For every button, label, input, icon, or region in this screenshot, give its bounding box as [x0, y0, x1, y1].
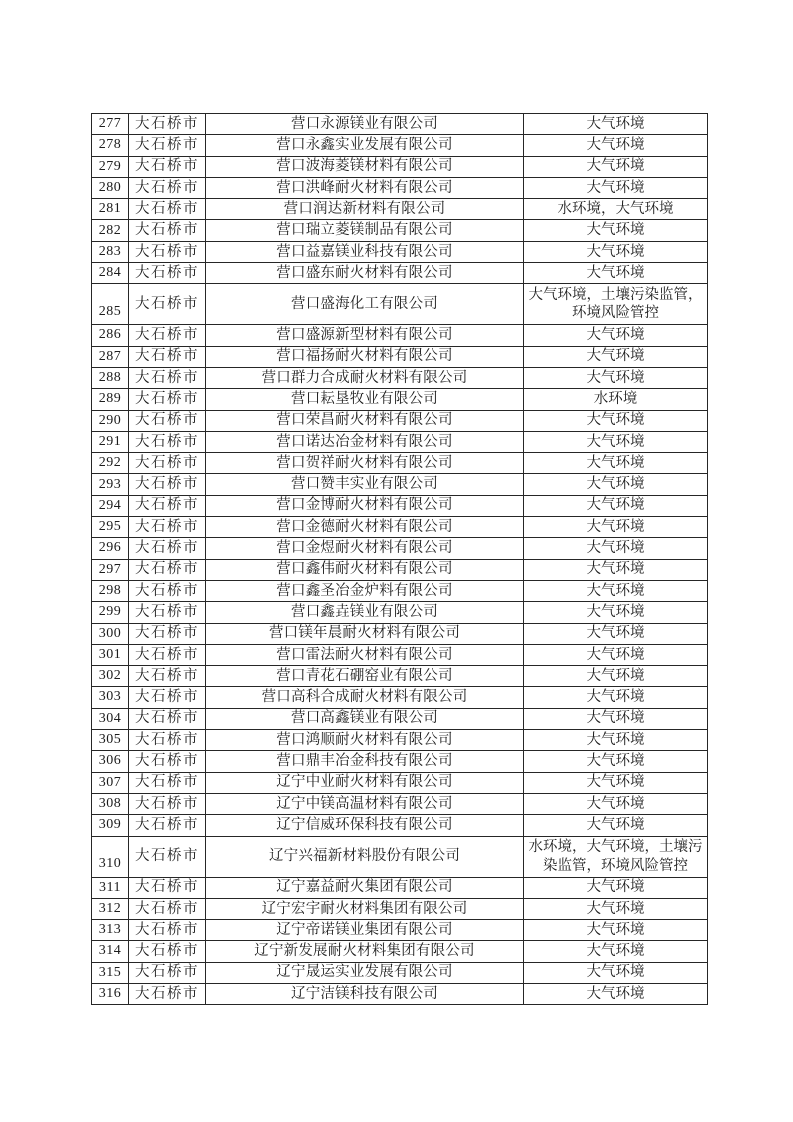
- row-number-cell: 280: [92, 177, 129, 198]
- table-row: [92, 156, 708, 177]
- row-number-cell: 306: [92, 751, 129, 772]
- city-cell: 大石桥市: [129, 772, 206, 793]
- env-categories-cell: 大气环境: [524, 983, 708, 1004]
- env-categories-cell: 大气环境: [524, 346, 708, 367]
- table-row: [92, 920, 708, 941]
- table-row: [92, 367, 708, 388]
- env-categories-cell: 水环境: [524, 389, 708, 410]
- city-cell: 大石桥市: [129, 517, 206, 538]
- city-cell: 大石桥市: [129, 666, 206, 687]
- company-name-cell: 营口鼎丰冶金科技有限公司: [206, 751, 524, 772]
- company-name-cell: 辽宁中镁高温材料有限公司: [206, 793, 524, 814]
- env-categories-cell: 大气环境: [524, 241, 708, 262]
- city-cell: 大石桥市: [129, 708, 206, 729]
- city-cell: 大石桥市: [129, 920, 206, 941]
- company-name-cell: 营口永源镁业有限公司: [206, 114, 524, 135]
- table-row: [92, 623, 708, 644]
- city-cell: 大石桥市: [129, 495, 206, 516]
- env-categories-cell: 大气环境: [524, 156, 708, 177]
- city-cell: 大石桥市: [129, 177, 206, 198]
- row-number-cell: 305: [92, 730, 129, 751]
- company-name-cell: 营口雷法耐火材料有限公司: [206, 644, 524, 665]
- company-name-cell: 辽宁信威环保科技有限公司: [206, 815, 524, 836]
- city-cell: 大石桥市: [129, 474, 206, 495]
- company-name-cell: 营口金博耐火材料有限公司: [206, 495, 524, 516]
- row-number-cell: 312: [92, 898, 129, 919]
- company-name-cell: 营口赞丰实业有限公司: [206, 474, 524, 495]
- company-name-cell: 营口贺祥耐火材料有限公司: [206, 453, 524, 474]
- env-categories-cell: 水环境，大气环境，土壤污染监管，环境风险管控: [524, 836, 708, 877]
- city-cell: 大石桥市: [129, 199, 206, 220]
- company-name-cell: 营口金煜耐火材料有限公司: [206, 538, 524, 559]
- table-row: [92, 177, 708, 198]
- city-cell: 大石桥市: [129, 580, 206, 601]
- company-name-cell: 营口波海菱镁材料有限公司: [206, 156, 524, 177]
- table-row: [92, 114, 708, 135]
- city-cell: 大石桥市: [129, 389, 206, 410]
- env-categories-cell: 大气环境: [524, 220, 708, 241]
- row-number-cell: 293: [92, 474, 129, 495]
- city-cell: 大石桥市: [129, 325, 206, 346]
- row-number-cell: 308: [92, 793, 129, 814]
- company-name-cell: 辽宁中业耐火材料有限公司: [206, 772, 524, 793]
- city-cell: 大石桥市: [129, 114, 206, 135]
- table-row: [92, 517, 708, 538]
- city-cell: 大石桥市: [129, 983, 206, 1004]
- env-categories-cell: 大气环境: [524, 666, 708, 687]
- env-categories-cell: 大气环境: [524, 941, 708, 962]
- city-cell: 大石桥市: [129, 367, 206, 388]
- company-name-cell: 营口益嘉镁业科技有限公司: [206, 241, 524, 262]
- row-number-cell: 289: [92, 389, 129, 410]
- row-number-cell: 281: [92, 199, 129, 220]
- env-categories-cell: 大气环境: [524, 559, 708, 580]
- company-name-cell: 营口润达新材料有限公司: [206, 199, 524, 220]
- row-number-cell: 297: [92, 559, 129, 580]
- table-row: [92, 687, 708, 708]
- table-row: [92, 346, 708, 367]
- table-row: [92, 220, 708, 241]
- env-categories-cell: 大气环境: [524, 962, 708, 983]
- company-name-cell: 营口鑫圣冶金炉料有限公司: [206, 580, 524, 601]
- company-name-cell: 辽宁晟运实业发展有限公司: [206, 962, 524, 983]
- row-number-cell: 298: [92, 580, 129, 601]
- company-name-cell: 营口高科合成耐火材料有限公司: [206, 687, 524, 708]
- env-categories-cell: 大气环境: [524, 453, 708, 474]
- city-cell: 大石桥市: [129, 431, 206, 452]
- row-number-cell: 287: [92, 346, 129, 367]
- table-row: [92, 495, 708, 516]
- row-number-cell: 279: [92, 156, 129, 177]
- table-row: [92, 666, 708, 687]
- row-number-cell: 299: [92, 602, 129, 623]
- row-number-cell: 316: [92, 983, 129, 1004]
- env-categories-cell: 大气环境: [524, 602, 708, 623]
- table-row: [92, 983, 708, 1004]
- table-row: [92, 772, 708, 793]
- row-number-cell: 300: [92, 623, 129, 644]
- city-cell: 大石桥市: [129, 687, 206, 708]
- env-categories-cell: 大气环境: [524, 495, 708, 516]
- city-cell: 大石桥市: [129, 284, 206, 325]
- env-categories-cell: 大气环境: [524, 177, 708, 198]
- table-row: [92, 815, 708, 836]
- city-cell: 大石桥市: [129, 241, 206, 262]
- table-row: [92, 793, 708, 814]
- table-row: [92, 474, 708, 495]
- row-number-cell: 309: [92, 815, 129, 836]
- env-categories-cell: 大气环境: [524, 730, 708, 751]
- company-name-cell: 辽宁新发展耐火材料集团有限公司: [206, 941, 524, 962]
- row-number-cell: 307: [92, 772, 129, 793]
- city-cell: 大石桥市: [129, 962, 206, 983]
- row-number-cell: 292: [92, 453, 129, 474]
- city-cell: 大石桥市: [129, 793, 206, 814]
- city-cell: 大石桥市: [129, 602, 206, 623]
- table-row: [92, 389, 708, 410]
- company-name-cell: 营口荣昌耐火材料有限公司: [206, 410, 524, 431]
- table-row: [92, 199, 708, 220]
- city-cell: 大石桥市: [129, 135, 206, 156]
- env-categories-cell: 大气环境: [524, 772, 708, 793]
- row-number-cell: 310: [92, 836, 129, 877]
- table-row: [92, 241, 708, 262]
- table-row: [92, 263, 708, 284]
- table-row: [92, 751, 708, 772]
- env-categories-cell: 大气环境: [524, 474, 708, 495]
- env-categories-cell: 大气环境: [524, 898, 708, 919]
- row-number-cell: 295: [92, 517, 129, 538]
- company-name-cell: 营口高鑫镁业有限公司: [206, 708, 524, 729]
- city-cell: 大石桥市: [129, 453, 206, 474]
- env-categories-cell: 大气环境: [524, 623, 708, 644]
- city-cell: 大石桥市: [129, 751, 206, 772]
- company-name-cell: 辽宁宏宇耐火材料集团有限公司: [206, 898, 524, 919]
- row-number-cell: 285: [92, 284, 129, 325]
- row-number-cell: 315: [92, 962, 129, 983]
- company-name-cell: 营口永鑫实业发展有限公司: [206, 135, 524, 156]
- city-cell: 大石桥市: [129, 644, 206, 665]
- env-categories-cell: 大气环境: [524, 410, 708, 431]
- row-number-cell: 291: [92, 431, 129, 452]
- table-body: [92, 114, 708, 1005]
- row-number-cell: 304: [92, 708, 129, 729]
- env-categories-cell: 大气环境: [524, 751, 708, 772]
- table-row: [92, 898, 708, 919]
- table-row: [92, 284, 708, 325]
- row-number-cell: 288: [92, 367, 129, 388]
- company-name-cell: 营口盛源新型材料有限公司: [206, 325, 524, 346]
- env-categories-cell: 大气环境: [524, 580, 708, 601]
- table-row: [92, 836, 708, 877]
- env-categories-cell: 大气环境: [524, 793, 708, 814]
- env-categories-cell: 大气环境: [524, 815, 708, 836]
- row-number-cell: 286: [92, 325, 129, 346]
- env-categories-cell: 大气环境: [524, 538, 708, 559]
- city-cell: 大石桥市: [129, 898, 206, 919]
- table-row: [92, 453, 708, 474]
- city-cell: 大石桥市: [129, 156, 206, 177]
- table-row: [92, 410, 708, 431]
- company-name-cell: 营口瑞立菱镁制品有限公司: [206, 220, 524, 241]
- table-row: [92, 135, 708, 156]
- table-row: [92, 559, 708, 580]
- table-row: [92, 644, 708, 665]
- city-cell: 大石桥市: [129, 346, 206, 367]
- company-name-cell: 营口鑫垚镁业有限公司: [206, 602, 524, 623]
- env-categories-cell: 大气环境: [524, 644, 708, 665]
- row-number-cell: 283: [92, 241, 129, 262]
- env-categories-cell: 大气环境: [524, 367, 708, 388]
- row-number-cell: 294: [92, 495, 129, 516]
- table-row: [92, 580, 708, 601]
- city-cell: 大石桥市: [129, 877, 206, 898]
- city-cell: 大石桥市: [129, 815, 206, 836]
- table-row: [92, 325, 708, 346]
- env-categories-cell: 大气环境: [524, 517, 708, 538]
- env-categories-cell: 大气环境: [524, 877, 708, 898]
- company-name-cell: 营口耘垦牧业有限公司: [206, 389, 524, 410]
- city-cell: 大石桥市: [129, 538, 206, 559]
- company-name-cell: 营口镁年晨耐火材料有限公司: [206, 623, 524, 644]
- row-number-cell: 313: [92, 920, 129, 941]
- company-name-cell: 辽宁嘉益耐火集团有限公司: [206, 877, 524, 898]
- company-name-cell: 辽宁兴福新材料股份有限公司: [206, 836, 524, 877]
- env-categories-cell: 大气环境: [524, 687, 708, 708]
- row-number-cell: 284: [92, 263, 129, 284]
- env-categories-cell: 大气环境: [524, 263, 708, 284]
- table-row: [92, 538, 708, 559]
- company-environment-table: [91, 113, 708, 1005]
- env-categories-cell: 大气环境: [524, 114, 708, 135]
- city-cell: 大石桥市: [129, 559, 206, 580]
- row-number-cell: 277: [92, 114, 129, 135]
- city-cell: 大石桥市: [129, 836, 206, 877]
- city-cell: 大石桥市: [129, 220, 206, 241]
- row-number-cell: 314: [92, 941, 129, 962]
- table-row: [92, 602, 708, 623]
- company-name-cell: 辽宁帝诺镁业集团有限公司: [206, 920, 524, 941]
- row-number-cell: 278: [92, 135, 129, 156]
- table-row: [92, 431, 708, 452]
- row-number-cell: 290: [92, 410, 129, 431]
- row-number-cell: 302: [92, 666, 129, 687]
- city-cell: 大石桥市: [129, 410, 206, 431]
- row-number-cell: 282: [92, 220, 129, 241]
- row-number-cell: 301: [92, 644, 129, 665]
- env-categories-cell: 大气环境: [524, 708, 708, 729]
- company-name-cell: 营口金德耐火材料有限公司: [206, 517, 524, 538]
- city-cell: 大石桥市: [129, 941, 206, 962]
- table-row: [92, 962, 708, 983]
- table-row: [92, 941, 708, 962]
- row-number-cell: 303: [92, 687, 129, 708]
- company-name-cell: 营口盛东耐火材料有限公司: [206, 263, 524, 284]
- company-name-cell: 辽宁洁镁科技有限公司: [206, 983, 524, 1004]
- company-name-cell: 营口鑫伟耐火材料有限公司: [206, 559, 524, 580]
- company-name-cell: 营口盛海化工有限公司: [206, 284, 524, 325]
- row-number-cell: 296: [92, 538, 129, 559]
- env-categories-cell: 大气环境: [524, 135, 708, 156]
- company-name-cell: 营口群力合成耐火材料有限公司: [206, 367, 524, 388]
- company-name-cell: 营口诺达冶金材料有限公司: [206, 431, 524, 452]
- table-row: [92, 708, 708, 729]
- city-cell: 大石桥市: [129, 263, 206, 284]
- env-categories-cell: 水环境，大气环境: [524, 199, 708, 220]
- env-categories-cell: 大气环境: [524, 325, 708, 346]
- city-cell: 大石桥市: [129, 730, 206, 751]
- company-name-cell: 营口洪峰耐火材料有限公司: [206, 177, 524, 198]
- table-row: [92, 877, 708, 898]
- table-row: [92, 730, 708, 751]
- env-categories-cell: 大气环境，土壤污染监管，环境风险管控: [524, 284, 708, 325]
- company-name-cell: 营口青花石硼窑业有限公司: [206, 666, 524, 687]
- company-name-cell: 营口福扬耐火材料有限公司: [206, 346, 524, 367]
- row-number-cell: 311: [92, 877, 129, 898]
- company-name-cell: 营口鸿顺耐火材料有限公司: [206, 730, 524, 751]
- env-categories-cell: 大气环境: [524, 431, 708, 452]
- env-categories-cell: 大气环境: [524, 920, 708, 941]
- city-cell: 大石桥市: [129, 623, 206, 644]
